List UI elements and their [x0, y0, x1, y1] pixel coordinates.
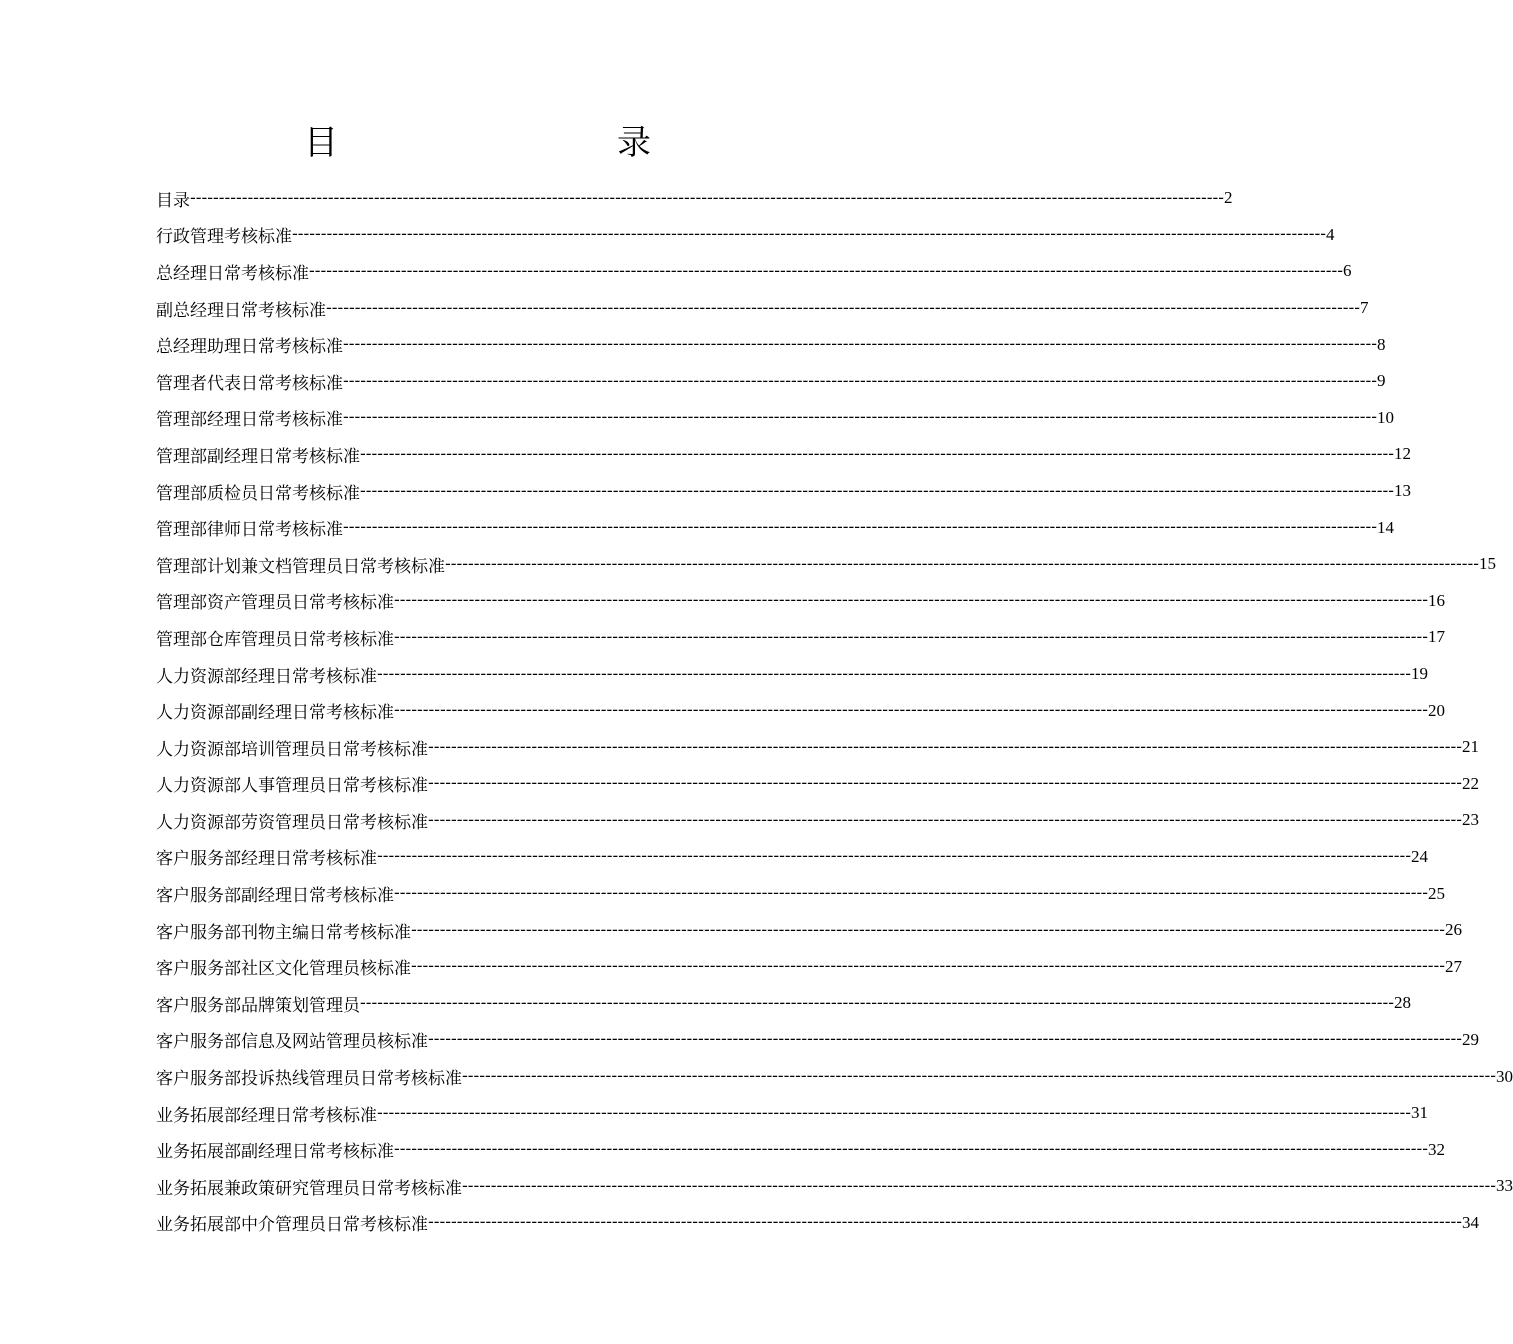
toc-entry-label: 人力资源部劳资管理员日常考核标准: [156, 812, 428, 833]
toc-leader-dashes: ------------------------------------------------------------------------------------------------------------------------------------------------------------------------------------: [377, 846, 1411, 867]
toc-leader-dashes: ------------------------------------------------------------------------------------------------------------------------------------------------------------------------------------: [394, 1139, 1428, 1160]
toc-entry[interactable]: [156, 180, 1233, 217]
toc-entry-page-number: 17: [1427, 627, 1445, 647]
toc-entry-label: 总经理日常考核标准: [156, 263, 309, 284]
toc-entry-page-number: 16: [1427, 590, 1445, 610]
toc-entry-page-number: 2: [1223, 188, 1233, 208]
toc-entry[interactable]: [156, 400, 1394, 437]
toc-leader-dashes: ------------------------------------------------------------------------------------------------------------------------------------------------------------------------------------: [394, 700, 1428, 721]
toc-entry-page-number: 21: [1461, 737, 1479, 757]
toc-entry[interactable]: [156, 290, 1369, 327]
toc-entry-label: 客户服务部投诉热线管理员日常考核标准: [156, 1069, 462, 1090]
toc-entry-label: 副总经理日常考核标准: [156, 300, 326, 321]
toc-entry[interactable]: [156, 1058, 1513, 1095]
toc-leader-dashes: ------------------------------------------------------------------------------------------------------------------------------------------------------------------------------------: [394, 883, 1428, 904]
toc-entry-label: 管理部资产管理员日常考核标准: [156, 593, 394, 614]
toc-leader-dashes: ------------------------------------------------------------------------------------------------------------------------------------------------------------------------------------: [428, 809, 1462, 830]
toc-entry-label: 客户服务部经理日常考核标准: [156, 849, 377, 870]
page-title: [0, 118, 950, 168]
toc-leader-dashes: ------------------------------------------------------------------------------------------------------------------------------------------------------------------------------------: [343, 370, 1377, 391]
table-of-contents: [156, 180, 1513, 1241]
toc-entry[interactable]: [156, 839, 1428, 876]
toc-entry-page-number: 23: [1461, 810, 1479, 830]
toc-leader-dashes: ------------------------------------------------------------------------------------------------------------------------------------------------------------------------------------: [428, 736, 1462, 757]
toc-entry-page-number: 27: [1444, 956, 1462, 976]
toc-entry-page-number: 7: [1359, 298, 1369, 318]
toc-leader-dashes: ------------------------------------------------------------------------------------------------------------------------------------------------------------------------------------: [428, 773, 1462, 794]
toc-entry[interactable]: [156, 1205, 1479, 1242]
toc-entry[interactable]: [156, 436, 1411, 473]
toc-entry[interactable]: [156, 473, 1411, 510]
toc-entry-label: 业务拓展部中介管理员日常考核标准: [156, 1215, 428, 1236]
toc-leader-dashes: ------------------------------------------------------------------------------------------------------------------------------------------------------------------------------------: [411, 919, 1445, 940]
toc-entry-label: 管理部计划兼文档管理员日常考核标准: [156, 556, 445, 577]
toc-entry-page-number: 9: [1376, 371, 1386, 391]
toc-leader-dashes: ------------------------------------------------------------------------------------------------------------------------------------------------------------------------------------: [377, 663, 1411, 684]
toc-entry-page-number: 34: [1461, 1212, 1479, 1232]
toc-entry[interactable]: [156, 1168, 1513, 1205]
toc-entry-label: 总经理助理日常考核标准: [156, 337, 343, 358]
toc-entry[interactable]: [156, 363, 1386, 400]
toc-entry-page-number: 20: [1427, 700, 1445, 720]
toc-entry-label: 管理者代表日常考核标准: [156, 373, 343, 394]
toc-entry[interactable]: [156, 583, 1445, 620]
toc-entry[interactable]: [156, 875, 1445, 912]
toc-entry[interactable]: [156, 546, 1496, 583]
toc-leader-dashes: ------------------------------------------------------------------------------------------------------------------------------------------------------------------------------------: [428, 1212, 1462, 1233]
toc-leader-dashes: ------------------------------------------------------------------------------------------------------------------------------------------------------------------------------------: [190, 187, 1224, 208]
toc-entry[interactable]: [156, 766, 1479, 803]
toc-entry-page-number: 12: [1393, 444, 1411, 464]
toc-leader-dashes: ------------------------------------------------------------------------------------------------------------------------------------------------------------------------------------: [292, 224, 1326, 245]
toc-entry-page-number: 30: [1495, 1066, 1513, 1086]
toc-entry-label: 人力资源部副经理日常考核标准: [156, 703, 394, 724]
toc-entry-page-number: 31: [1410, 1103, 1428, 1123]
toc-leader-dashes: ------------------------------------------------------------------------------------------------------------------------------------------------------------------------------------: [326, 297, 1360, 318]
toc-leader-dashes: ------------------------------------------------------------------------------------------------------------------------------------------------------------------------------------: [462, 1175, 1496, 1196]
toc-leader-dashes: ------------------------------------------------------------------------------------------------------------------------------------------------------------------------------------: [377, 1102, 1411, 1123]
toc-entry[interactable]: [156, 985, 1411, 1022]
toc-entry-label: 客户服务部副经理日常考核标准: [156, 886, 394, 907]
toc-entry-label: 客户服务部社区文化管理员核标准: [156, 959, 411, 980]
toc-entry-label: 人力资源部经理日常考核标准: [156, 666, 377, 687]
toc-entry-page-number: 32: [1427, 1139, 1445, 1159]
toc-leader-dashes: ------------------------------------------------------------------------------------------------------------------------------------------------------------------------------------: [445, 553, 1479, 574]
toc-entry[interactable]: [156, 948, 1462, 985]
toc-entry[interactable]: [156, 656, 1428, 693]
toc-leader-dashes: ------------------------------------------------------------------------------------------------------------------------------------------------------------------------------------: [343, 334, 1377, 355]
toc-entry-page-number: 4: [1325, 224, 1335, 244]
toc-entry-page-number: 14: [1376, 517, 1394, 537]
toc-entry[interactable]: [156, 509, 1394, 546]
toc-entry[interactable]: [156, 912, 1462, 949]
toc-entry-label: 客户服务部刊物主编日常考核标准: [156, 922, 411, 943]
toc-entry-label: 管理部仓库管理员日常考核标准: [156, 629, 394, 650]
toc-entry-page-number: 13: [1393, 481, 1411, 501]
toc-entry-page-number: 24: [1410, 846, 1428, 866]
toc-leader-dashes: ------------------------------------------------------------------------------------------------------------------------------------------------------------------------------------: [411, 956, 1445, 977]
toc-entry[interactable]: [156, 326, 1386, 363]
toc-entry-page-number: 22: [1461, 773, 1479, 793]
toc-entry-page-number: 28: [1393, 993, 1411, 1013]
toc-entry-label: 管理部副经理日常考核标准: [156, 446, 360, 467]
toc-entry-page-number: 6: [1342, 261, 1352, 281]
toc-entry-label: 客户服务部品牌策划管理员: [156, 995, 360, 1016]
toc-entry[interactable]: [156, 619, 1445, 656]
toc-entry-label: 管理部律师日常考核标准: [156, 520, 343, 541]
toc-entry[interactable]: [156, 729, 1479, 766]
toc-leader-dashes: ------------------------------------------------------------------------------------------------------------------------------------------------------------------------------------: [394, 590, 1428, 611]
toc-entry-page-number: 8: [1376, 334, 1386, 354]
toc-entry[interactable]: [156, 692, 1445, 729]
toc-entry[interactable]: [156, 802, 1479, 839]
toc-entry[interactable]: [156, 1131, 1445, 1168]
toc-leader-dashes: ------------------------------------------------------------------------------------------------------------------------------------------------------------------------------------: [462, 1066, 1496, 1087]
title-char-2: 录: [617, 123, 651, 163]
toc-leader-dashes: ------------------------------------------------------------------------------------------------------------------------------------------------------------------------------------: [309, 260, 1343, 281]
toc-entry-label: 管理部质检员日常考核标准: [156, 483, 360, 504]
toc-entry-label: 业务拓展部经理日常考核标准: [156, 1105, 377, 1126]
toc-leader-dashes: ------------------------------------------------------------------------------------------------------------------------------------------------------------------------------------: [343, 407, 1377, 428]
toc-entry-label: 人力资源部培训管理员日常考核标准: [156, 739, 428, 760]
toc-entry-label: 管理部经理日常考核标准: [156, 410, 343, 431]
toc-entry[interactable]: [156, 217, 1335, 254]
toc-entry-label: 业务拓展部副经理日常考核标准: [156, 1142, 394, 1163]
toc-leader-dashes: ------------------------------------------------------------------------------------------------------------------------------------------------------------------------------------: [394, 626, 1428, 647]
toc-entry[interactable]: [156, 1095, 1428, 1132]
toc-entry-page-number: 33: [1495, 1176, 1513, 1196]
toc-leader-dashes: ------------------------------------------------------------------------------------------------------------------------------------------------------------------------------------: [360, 992, 1394, 1013]
toc-leader-dashes: ------------------------------------------------------------------------------------------------------------------------------------------------------------------------------------: [360, 443, 1394, 464]
toc-entry-label: 客户服务部信息及网站管理员核标准: [156, 1032, 428, 1053]
toc-entry-page-number: 29: [1461, 1029, 1479, 1049]
toc-leader-dashes: ------------------------------------------------------------------------------------------------------------------------------------------------------------------------------------: [428, 1029, 1462, 1050]
toc-leader-dashes: ------------------------------------------------------------------------------------------------------------------------------------------------------------------------------------: [343, 517, 1377, 538]
toc-leader-dashes: ------------------------------------------------------------------------------------------------------------------------------------------------------------------------------------: [360, 480, 1394, 501]
toc-entry-page-number: 10: [1376, 407, 1394, 427]
toc-entry-label: 行政管理考核标准: [156, 227, 292, 248]
toc-entry-page-number: 15: [1478, 554, 1496, 574]
title-char-1: 目: [304, 123, 338, 163]
toc-entry[interactable]: [156, 1022, 1479, 1059]
toc-entry-label: 目录: [156, 190, 190, 211]
toc-entry-page-number: 26: [1444, 920, 1462, 940]
toc-entry-page-number: 25: [1427, 883, 1445, 903]
toc-entry-page-number: 19: [1410, 664, 1428, 684]
toc-entry-label: 业务拓展兼政策研究管理员日常考核标准: [156, 1178, 462, 1199]
toc-entry-label: 人力资源部人事管理员日常考核标准: [156, 776, 428, 797]
toc-entry[interactable]: [156, 253, 1352, 290]
